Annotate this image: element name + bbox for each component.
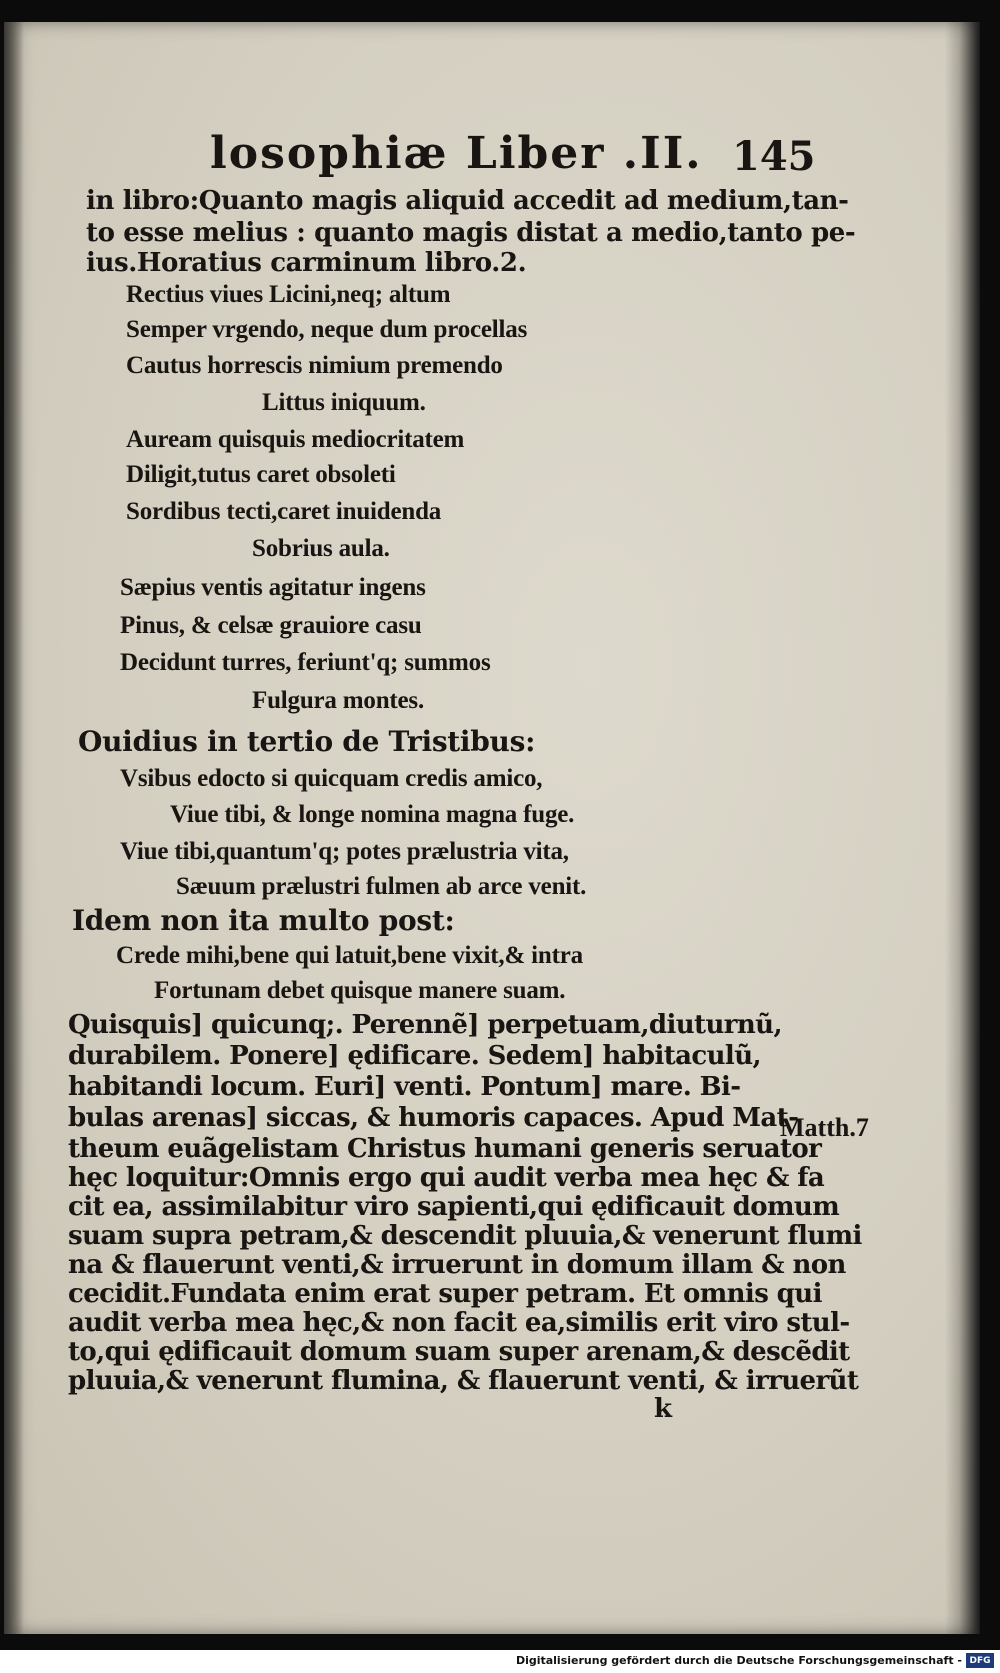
verse-line: Fulgura montes. xyxy=(252,687,425,714)
running-head: losophiæ Liber .II. xyxy=(210,128,703,179)
verse-line: Sæpius ventis agitatur ingens xyxy=(120,574,426,601)
verse-line: Crede mihi,bene qui latuit,bene vixit,& intra xyxy=(116,942,583,969)
gloss-line: Quisquis] quicunq;. Perennẽ] perpetuam,diuturnũ, xyxy=(68,1010,782,1040)
verse-line: Sordibus tecti,caret inuidenda xyxy=(126,498,442,525)
gloss-line: hęc loquitur:Omnis ergo qui audit verba mea hęc & fa xyxy=(68,1163,825,1193)
page-edge-shadow xyxy=(945,22,980,1634)
gloss-line: cit ea, assimilabitur viro sapienti,qui ędificauit domum xyxy=(68,1192,840,1222)
verse-line: Cautus horrescis nimium premendo xyxy=(126,352,503,379)
verse-line: Viue tibi,quantum'q; potes prælustria vita, xyxy=(120,838,569,865)
prose-line: ius.Horatius carminum libro.2. xyxy=(86,248,527,278)
verse-line: Decidunt turres, feriunt'q; summos xyxy=(120,649,491,676)
verse-line: Sæuum prælustri fulmen ab arce venit. xyxy=(176,873,587,900)
verse-line: Diligit,tutus caret obsoleti xyxy=(126,461,396,488)
verse-line: Fortunam debet quisque manere suam. xyxy=(154,977,566,1004)
verse-line: Littus iniquum. xyxy=(262,389,426,416)
gloss-line: bulas arenas] siccas, & humoris capaces. Apud Mat- xyxy=(68,1103,799,1133)
gloss-line: audit verba mea hęc,& non facit ea,similis erit viro stul- xyxy=(68,1308,850,1338)
idem-heading: Idem non ita multo post: xyxy=(72,904,455,937)
signature-mark: k xyxy=(654,1394,673,1424)
gloss-line: theum euãgelistam Christus humani generis seruator xyxy=(68,1134,822,1164)
dfg-logo-icon: DFG xyxy=(966,1653,994,1668)
verse-line: Viue tibi, & longe nomina magna fuge. xyxy=(170,801,575,828)
prose-line: in libro:Quanto magis aliquid accedit ad medium,tan- xyxy=(86,186,849,216)
verse-line: Vsibus edocto si quicquam credis amico, xyxy=(120,765,543,792)
margin-note: Matth.7 xyxy=(780,1113,869,1142)
gloss-line: na & flauerunt venti,& irruerunt in domum illam & non xyxy=(68,1250,846,1280)
gloss-line: pluuia,& venerunt flumina, & flauerunt venti, & irruerũt xyxy=(68,1366,859,1396)
ovid-heading: Ouidius in tertio de Tristibus: xyxy=(78,725,536,758)
verse-line: Rectius viues Licini,neq; altum xyxy=(126,281,451,308)
funding-credit: Digitalisierung gefördert durch die Deutsche Forschungsgemeinschaft - xyxy=(515,1654,962,1667)
prose-line: to esse melius : quanto magis distat a medio,tanto pe- xyxy=(86,218,856,248)
verse-line: Sobrius aula. xyxy=(252,535,390,562)
gloss-line: habitandi locum. Euri] venti. Pontum] mare. Bi- xyxy=(68,1072,741,1102)
verse-line: Auream quisquis mediocritatem xyxy=(126,426,465,453)
verse-line: Pinus, & celsæ grauiore casu xyxy=(120,612,422,639)
gloss-line: durabilem. Ponere] ędificare. Sedem] habitaculũ, xyxy=(68,1041,761,1071)
folio-number: 145 xyxy=(732,133,816,180)
verse-line: Semper vrgendo, neque dum procellas xyxy=(126,316,528,343)
gloss-line: suam supra petram,& descendit pluuia,& venerunt flumi xyxy=(68,1221,862,1251)
gloss-line: to,qui ędificauit domum suam super arenam,& descẽdit xyxy=(68,1337,850,1367)
gloss-line: cecidit.Fundata enim erat super petram. Et omnis qui xyxy=(68,1279,822,1309)
page-gutter-shadow xyxy=(4,22,24,1634)
